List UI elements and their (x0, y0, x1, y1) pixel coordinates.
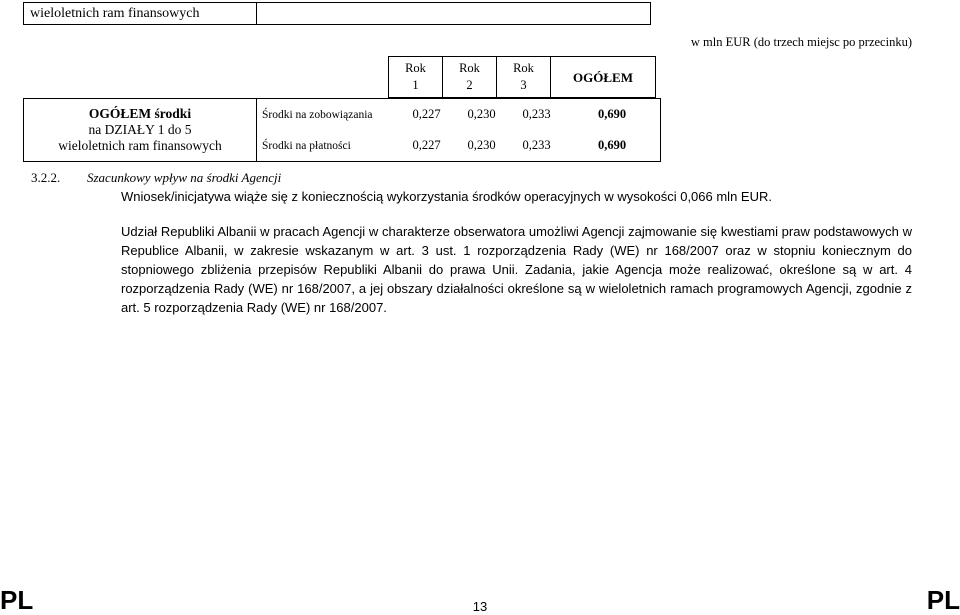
header-year-1 (389, 57, 443, 98)
row-value-total: 0,690 (597, 138, 627, 152)
paragraph-operational-appropriations: Wniosek/inicjatywa wiąże się z koniecznością wykorzystania środków operacyjnych w wysokości 0,066 mln EUR. (121, 189, 772, 204)
units-note: w mln EUR (do trzech miejsc po przecinku) (690, 35, 912, 49)
row-value-year-2: 0,230 (467, 138, 496, 152)
row-value-year-1: 0,227 (412, 138, 441, 152)
header-year-3 (497, 57, 551, 98)
row-header-line-1: OGÓŁEM środki (88, 106, 192, 121)
section-heading (31, 170, 281, 186)
top-row-cell-label: wieloletnich ram finansowych (24, 3, 257, 25)
paragraph-albania-participation: Udział Republiki Albanii w pracach Agencji w charakterze obserwatora umożliwi Agencji zajmowanie się kwestiami praw podstawowych w Republice Albanii, w zakresie wskazanym w art. 3 ust. 1 rozporządzenia Rady (WE) nr 168/2007 oraz w stopniu koniecznym do stopniowego zbliżenia przepisów Republiki Albanii do prawa Unii. Zadania, jakie Agencja może realizować, określone są w art. 4 rozporządzenia Rady (WE) nr 168/2007, a jej obszary działalności określone są w wieloletnich ramach programowych Agencji, zgodnie z art. 5 rozporządzenia Rady (WE) nr 168/2007. (121, 224, 912, 315)
top-table-row (23, 2, 651, 25)
top-row-cell-empty (257, 3, 651, 25)
row-value-year-3: 0,233 (522, 107, 551, 121)
header-year-2-number: 2 (466, 78, 473, 92)
page-number: 13 (472, 599, 488, 614)
footer-language-right: PL (926, 585, 960, 615)
header-year-3-word: Rok (513, 61, 534, 75)
header-year-1-number: 1 (412, 78, 419, 92)
header-total: OGÓŁEM (551, 57, 656, 98)
header-year-2-word: Rok (459, 61, 480, 75)
table-header (388, 56, 656, 98)
row-header-line-3: wieloletnich ram finansowych (58, 138, 222, 153)
section-number: 3.2.2. (31, 170, 61, 185)
header-year-1-word: Rok (405, 61, 426, 75)
appropriations-table (23, 98, 661, 162)
row-header-line-2: na DZIAŁY 1 do 5 (88, 122, 192, 137)
table-values (257, 99, 661, 162)
row-value-year-3: 0,233 (522, 138, 551, 152)
row-value-year-2: 0,230 (467, 107, 496, 121)
row-header (24, 99, 257, 162)
row-value-total: 0,690 (597, 107, 627, 121)
section-title: Szacunkowy wpływ na środki Agencji (87, 170, 282, 185)
footer-language-left: PL (0, 585, 34, 615)
table-row (257, 130, 660, 161)
row-label: Środki na płatności (262, 139, 351, 152)
header-year-3-number: 3 (520, 78, 527, 92)
header-year-2 (443, 57, 497, 98)
table-row (257, 99, 660, 130)
row-label: Środki na zobowiązania (262, 108, 373, 121)
row-value-year-1: 0,227 (412, 107, 441, 121)
